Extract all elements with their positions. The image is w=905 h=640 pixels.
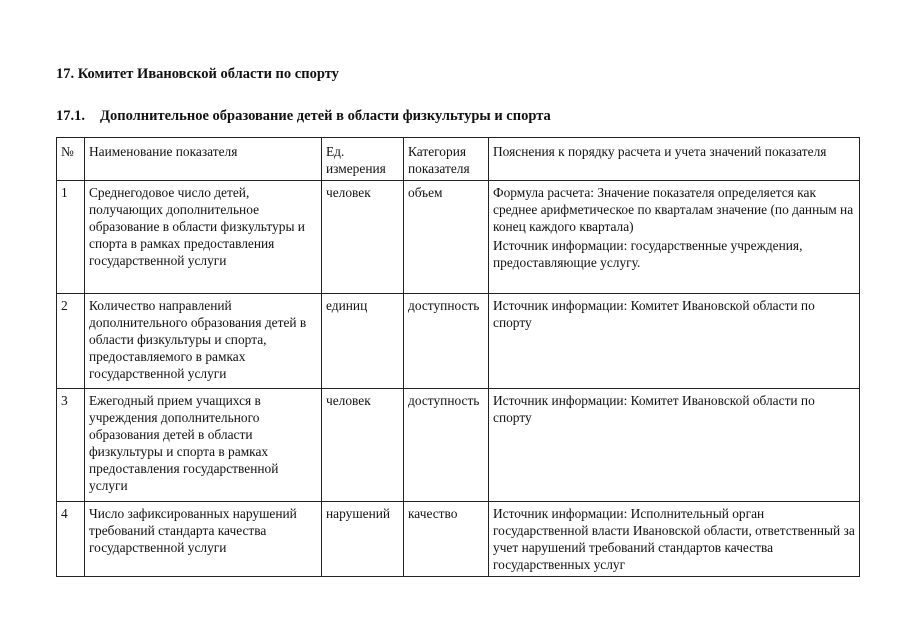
cell-number: 3 bbox=[57, 389, 85, 502]
subsection-title: Дополнительное образование детей в области физкультуры и спорта bbox=[100, 108, 551, 124]
cell-name: Число зафиксированных нарушений требований стандарта качества государственной услуги bbox=[85, 502, 322, 577]
cell-unit: нарушений bbox=[322, 502, 404, 577]
cell-number: 1 bbox=[57, 181, 85, 294]
table-row bbox=[57, 294, 860, 389]
cell-category: доступность bbox=[404, 389, 489, 502]
cell-unit: человек bbox=[322, 389, 404, 502]
header-category: Категория показателя bbox=[404, 138, 489, 181]
cell-explanation bbox=[489, 294, 860, 389]
subsection-number: 17.1. bbox=[56, 108, 85, 124]
table-header-row bbox=[57, 138, 860, 181]
explanation-source: Источник информации: Комитет Ивановской области по спорту bbox=[493, 393, 815, 425]
cell-category: качество bbox=[404, 502, 489, 577]
explanation-source: Источник информации: государственные учреждения, предоставляющие услугу. bbox=[493, 238, 803, 270]
header-name: Наименование показателя bbox=[85, 138, 322, 181]
table-row bbox=[57, 502, 860, 577]
cell-number: 2 bbox=[57, 294, 85, 389]
cell-number: 4 bbox=[57, 502, 85, 577]
cell-explanation bbox=[489, 502, 860, 577]
header-number: № bbox=[57, 138, 85, 181]
cell-category: объем bbox=[404, 181, 489, 294]
cell-name: Количество направлений дополнительного образования детей в области физкультуры и спорта, предоставляемого в рамках государственной услуги bbox=[85, 294, 322, 389]
cell-unit: единиц bbox=[322, 294, 404, 389]
indicators-table bbox=[56, 137, 860, 577]
subsection-heading bbox=[56, 108, 551, 125]
explanation-source: Источник информации: Комитет Ивановской области по спорту bbox=[493, 298, 815, 330]
table-row bbox=[57, 389, 860, 502]
section-title: 17. Комитет Ивановской области по спорту bbox=[56, 66, 339, 82]
table-row bbox=[57, 181, 860, 294]
explanation-formula: Формула расчета: Значение показателя определяется как среднее арифметическое по кварталам значение (по данным на конец каждого квартала) bbox=[493, 185, 854, 234]
cell-name: Ежегодный прием учащихся в учреждения дополнительного образования детей в области физкультуры и спорта в рамках предоставления государственной услуги bbox=[85, 389, 322, 502]
cell-explanation bbox=[489, 181, 860, 294]
header-explanation: Пояснения к порядку расчета и учета значений показателя bbox=[489, 138, 860, 181]
explanation-source: Источник информации: Исполнительный орган государственной власти Ивановской области, ответственный за учет нарушений требований стандартов качества государственных услуг bbox=[493, 506, 855, 572]
cell-category: доступность bbox=[404, 294, 489, 389]
cell-unit: человек bbox=[322, 181, 404, 294]
cell-name: Среднегодовое число детей, получающих дополнительное образование в области физкультуры и спорта в рамках предоставления государственной услуги bbox=[85, 181, 322, 294]
cell-explanation bbox=[489, 389, 860, 502]
header-unit: Ед. измерения bbox=[322, 138, 404, 181]
